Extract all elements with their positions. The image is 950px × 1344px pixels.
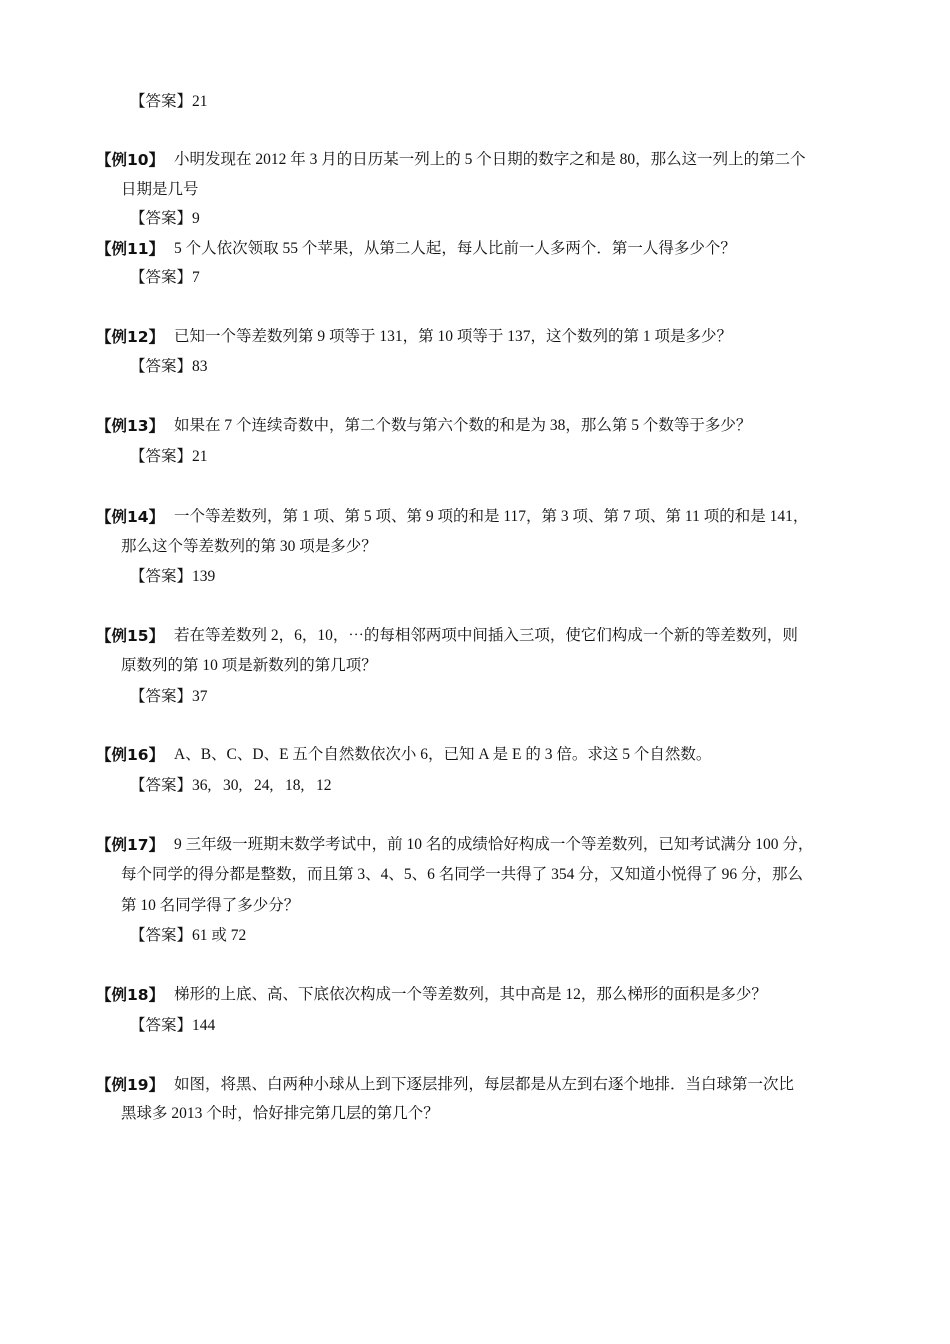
example-15-line-1: 若在等差数列 2，6，10，⋯的每相邻两项中间插入三项，使它们构成一个新的等差数列，则 [174,627,798,644]
example-19-line-2: 黑球多 2013 个时，恰好排完第几层的第几个？ [121,1105,439,1122]
example-17-answer: 【答案】61 或 72 [130,927,247,944]
example-12-label: 【例12】 [96,328,165,346]
example-15-answer: 【答案】37 [130,688,208,705]
example-18-answer: 【答案】144 [130,1017,216,1034]
example-10-label: 【例10】 [96,151,165,169]
example-12-line-1: 已知一个等差数列第 9 项等于 131，第 10 项等于 137，这个数列的第 1 项是多少？ [174,328,733,345]
example-14-line-1: 一个等差数列，第 1 项、第 5 项、第 9 项的和是 117，第 3 项、第 7 项、第 11 项的和是 141， [174,508,809,525]
example-14-line-2: 那么这个等差数列的第 30 项是多少？ [121,538,377,555]
example-11-label: 【例11】 [96,240,165,258]
example-11-answer: 【答案】7 [130,269,200,286]
example-14-answer: 【答案】139 [130,568,216,585]
example-17-line-3: 第 10 名同学得了多少分？ [121,897,300,914]
example-13-label: 【例13】 [96,417,165,435]
example-10-answer: 【答案】9 [130,210,200,227]
example-10-line-2: 日期是几号 [121,181,199,198]
example-11-line-1: 5 个人依次领取 55 个苹果，从第二人起，每人比前一人多两个．第一人得多少个？ [174,240,736,257]
example-14-label: 【例14】 [96,508,165,526]
example-15-label: 【例15】 [96,627,165,645]
example-16-line-1: A、B、C、D、E 五个自然数依次小 6，已知 A 是 E 的 3 倍。求这 5 个自然数。 [174,746,712,763]
answer-initial: 【答案】21 [130,93,208,110]
example-13-line-1: 如果在 7 个连续奇数中，第二个数与第六个数的和是为 38，那么第 5 个数等于多少？ [174,417,752,434]
example-16-answer: 【答案】36, 30, 24, 18, 12 [130,777,332,794]
example-16-label: 【例16】 [96,746,165,764]
example-15-line-2: 原数列的第 10 项是新数列的第几项？ [121,657,377,674]
example-17-label: 【例17】 [96,836,165,854]
example-12-answer: 【答案】83 [130,358,208,375]
example-19-line-1: 如图，将黑、白两种小球从上到下逐层排列，每层都是从左到右逐个地排．当白球第一次比 [174,1076,795,1093]
example-10-line-1: 小明发现在 2012 年 3 月的日历某一列上的 5 个日期的数字之和是 80，那么这一列上的第二个 [174,151,806,168]
example-19-label: 【例19】 [96,1076,165,1094]
example-17-line-2: 每个同学的得分都是整数，而且第 3、4、5、6 名同学一共得了 354 分，又知道小悦得了 96 分，那么 [121,866,804,883]
example-18-label: 【例18】 [96,986,165,1004]
example-18-line-1: 梯形的上底、高、下底依次构成一个等差数列，其中高是 12，那么梯形的面积是多少？ [174,986,767,1003]
example-17-line-1: 9 三年级一班期末数学考试中，前 10 名的成绩恰好构成一个等差数列，已知考试满分 100 分， [174,836,814,853]
example-13-answer: 【答案】21 [130,448,208,465]
